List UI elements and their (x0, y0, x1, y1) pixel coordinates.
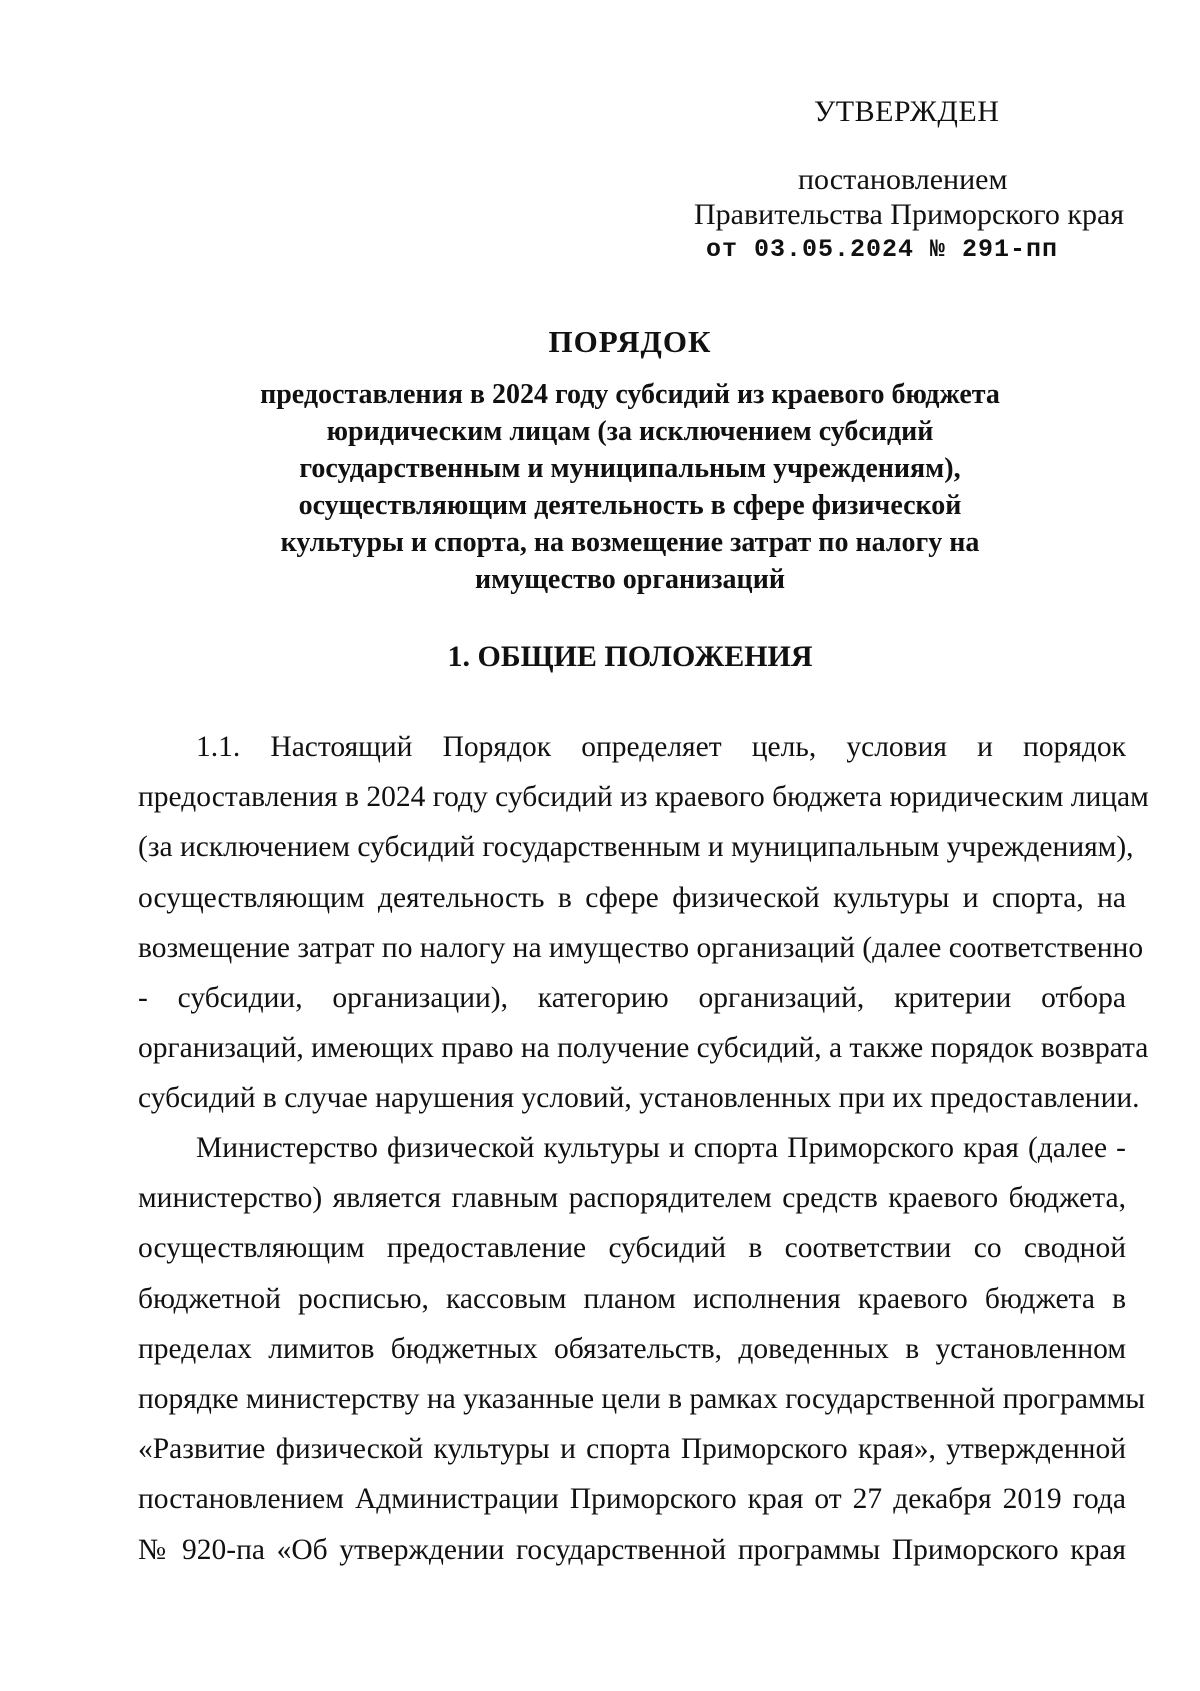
approved-heading: УТВЕРЖДЕН (814, 95, 1000, 128)
paragraph-line: осуществляющим деятельность в сфере физической культуры и спорта, на (138, 881, 1126, 914)
subtitle-line: государственным и муниципальным учреждениям), (299, 453, 961, 484)
paragraph-line: пределах лимитов бюджетных обязательств, доведенных в установленном (138, 1332, 1126, 1365)
subtitle-line: культуры и спорта, на возмещение затрат по налогу на (280, 527, 980, 558)
paragraph-ministry (138, 1123, 1146, 1575)
subtitle-line: предоставления в 2024 году субсидий из краевого бюджета (260, 379, 1000, 410)
paragraph-line: министерство) является главным распорядителем средств краевого бюджета, (138, 1182, 1126, 1215)
subtitle-line: юридическим лицам (за исключением субсидий (326, 416, 934, 447)
government-name: Правительства Приморского края (694, 198, 1125, 231)
document-title: ПОРЯДОК (548, 324, 712, 359)
section-heading: 1. ОБЩИЕ ПОЛОЖЕНИЯ (447, 640, 813, 673)
paragraph-line: Министерство физической культуры и спорта Приморского края (далее - (196, 1132, 1126, 1164)
decree-date-number-stamp: от 03.05.2024 № 291-пп (706, 235, 1059, 264)
paragraph-line: постановлением Администрации Приморского края от 27 декабря 2019 года (138, 1483, 1126, 1516)
paragraph-line: № 920-па «Об утверждении государственной программы Приморского края (138, 1533, 1126, 1566)
paragraph-line: 1.1. Настоящий Порядок определяет цель, условия и порядок (196, 731, 1126, 763)
subtitle-line: имущество организаций (475, 564, 785, 595)
decree-word: постановлением (798, 163, 1008, 196)
paragraph-line: осуществляющим предоставление субсидий в соответствии со сводной (138, 1232, 1126, 1265)
paragraph-line: субсидий в случае нарушения условий, установленных при их предоставлении. (138, 1082, 1140, 1115)
paragraph-line: - субсидии, организации), категорию организаций, критерии отбора (138, 982, 1126, 1015)
paragraph-line: возмещение затрат по налогу на имущество организаций (далее соответственно (138, 931, 1144, 964)
document-subtitle (220, 376, 1040, 598)
paragraph-line: бюджетной росписью, кассовым планом исполнения краевого бюджета в (138, 1282, 1126, 1315)
paragraph-line: организаций, имеющих право на получение субсидий, а также порядок возврата (138, 1032, 1149, 1065)
paragraph-line: предоставления в 2024 году субсидий из краевого бюджета юридическим лицам (138, 781, 1149, 814)
subtitle-line: осуществляющим деятельность в сфере физической (298, 490, 962, 521)
paragraph-line: порядке министерству на указанные цели в рамках государственной программы (138, 1383, 1146, 1416)
paragraph-1-1 (138, 722, 1149, 1124)
paragraph-line: (за исключением субсидий государственным и муниципальным учреждениям), (138, 831, 1134, 864)
paragraph-line: «Развитие физической культуры и спорта Приморского края», утвержденной (138, 1433, 1126, 1466)
